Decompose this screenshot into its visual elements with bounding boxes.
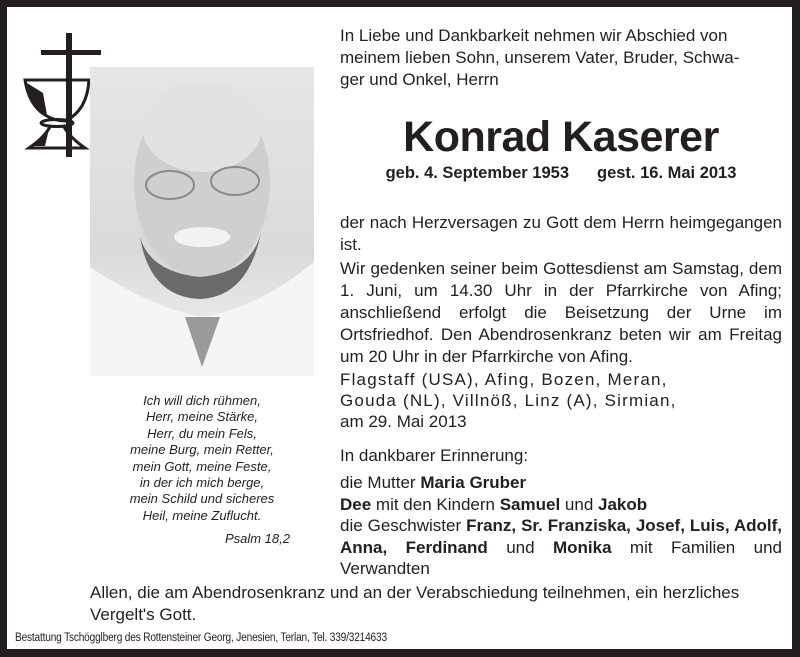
child-name: Samuel bbox=[499, 494, 561, 514]
birth-date: geb. 4. September 1953 bbox=[385, 164, 569, 182]
places-line: Flagstaff (USA), Afing, Bozen, Meran, bbox=[340, 370, 668, 389]
siblings-prefix: die Geschwister bbox=[340, 516, 467, 535]
sibling-names: Franz, Sr. Franziska, Josef, Luis, Adolf, Anna, Ferdinand bbox=[340, 516, 782, 557]
mother-line bbox=[340, 472, 782, 494]
obituary-notice bbox=[7, 7, 792, 649]
psalm-line: Herr, du mein Fels, bbox=[147, 425, 257, 441]
intro-text bbox=[340, 25, 782, 91]
places-line: Gouda (NL), Villnöß, Linz (A), Sirmian, bbox=[340, 391, 677, 410]
date-line: am 29. Mai 2013 bbox=[340, 412, 467, 431]
psalm-verse bbox=[90, 393, 314, 524]
intro-line: ger und Onkel, Herrn bbox=[340, 70, 499, 89]
partner-name: Dee bbox=[340, 494, 372, 514]
family-list bbox=[340, 472, 782, 580]
life-dates bbox=[340, 164, 782, 183]
portrait-silhouette bbox=[90, 67, 314, 376]
death-date: gest. 16. Mai 2013 bbox=[597, 164, 737, 182]
mother-name: Maria Gruber bbox=[420, 473, 527, 492]
death-notice-paragraph: der nach Herzversagen zu Gott dem Herrn heimgegangen ist. bbox=[340, 213, 782, 254]
funeral-home-footer: Bestattung Tschögglberg des Rottensteiner Georg, Jenesien, Terlan, Tel. 339/3214633 bbox=[15, 632, 387, 644]
conjunction: und bbox=[487, 537, 553, 557]
psalm-line: in der ich mich berge, bbox=[139, 475, 265, 491]
thanks-text: Allen, die am Abendrosenkranz und an der Verabschiedung teilnehmen, ein herzliches Vergelt's Gott. bbox=[90, 583, 740, 624]
children-line bbox=[340, 494, 782, 516]
sibling-name: Monika bbox=[552, 537, 612, 557]
psalm-line: Ich will dich rühmen, bbox=[143, 393, 261, 408]
psalm-line: mein Schild und sicheres bbox=[129, 491, 275, 507]
siblings-line bbox=[340, 515, 782, 580]
psalm-reference: Psalm 18,2 bbox=[224, 531, 290, 546]
places-and-date bbox=[340, 369, 782, 432]
intro-line: meinem lieben Sohn, unserem Vater, Bruder, Schwa- bbox=[340, 48, 740, 67]
psalm-line: Heil, meine Zuflucht. bbox=[142, 507, 262, 523]
psalm-line: Herr, meine Stärke, bbox=[146, 409, 258, 425]
psalm-line: mein Gott, meine Feste, bbox=[132, 458, 272, 474]
conjunction: und bbox=[560, 494, 598, 514]
intro-line: In Liebe und Dankbarkeit nehmen wir Abschied von bbox=[340, 26, 728, 45]
child-name: Jakob bbox=[598, 494, 648, 514]
psalm-line: meine Burg, mein Retter, bbox=[130, 442, 274, 458]
mother-prefix: die Mutter bbox=[340, 473, 421, 492]
memory-heading: In dankbarer Erinnerung: bbox=[340, 446, 529, 465]
portrait-photo bbox=[90, 67, 314, 376]
deceased-name: Konrad Kaserer bbox=[403, 113, 719, 161]
service-paragraph: Wir gedenken seiner beim Gottesdienst am Samstag, dem 1. Juni, um 14.30 Uhr in der Pfarrkirche von Afing; anschließend erfolgt die Beisetzung der Urne im Ortsfriedhof. Den Abendrosenkranz beten wir am Freitag um 20 Uhr in der Pfarrkirche von Afing. bbox=[340, 259, 782, 366]
children-prefix: mit den Kindern bbox=[371, 494, 500, 514]
family-suffix: mit Familien und Verwandten bbox=[340, 537, 782, 578]
